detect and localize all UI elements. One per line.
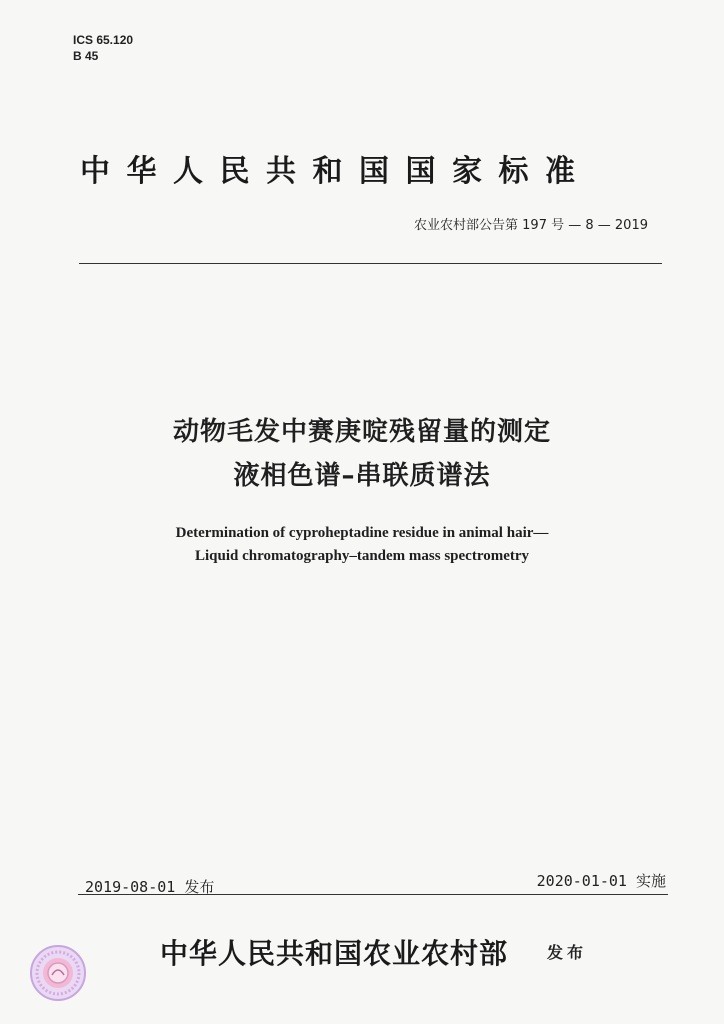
ics-code: ICS 65.120 [73,33,134,47]
chinese-title-line-2: 液相色谱–串联质谱法 [233,461,491,491]
classification-code: B 45 [73,49,99,63]
issue-label: 发布 [547,943,588,962]
standard-number: 农业农村部公告第 197 号 — 8 — 2019 [414,218,648,233]
top-divider [79,263,662,264]
seal-icon [30,945,86,1001]
chinese-title-line-1: 动物毛发中赛庚啶残留量的测定 [172,417,551,447]
english-title-line-2: Liquid chromatography–tandem mass spectrometry [194,548,530,564]
bottom-divider [78,894,668,895]
english-title-line-1: Determination of cyproheptadine residue in animal hair— [175,525,549,541]
standard-type-title: 中华人民共和国国家标准 [80,154,592,189]
issuing-authority: 中华人民共和国农业农村部 [160,937,509,970]
classification-block [73,32,133,64]
implementation-date: 2020-01-01 实施 [536,872,666,890]
release-date: 2019-08-01 发布 [85,878,215,896]
